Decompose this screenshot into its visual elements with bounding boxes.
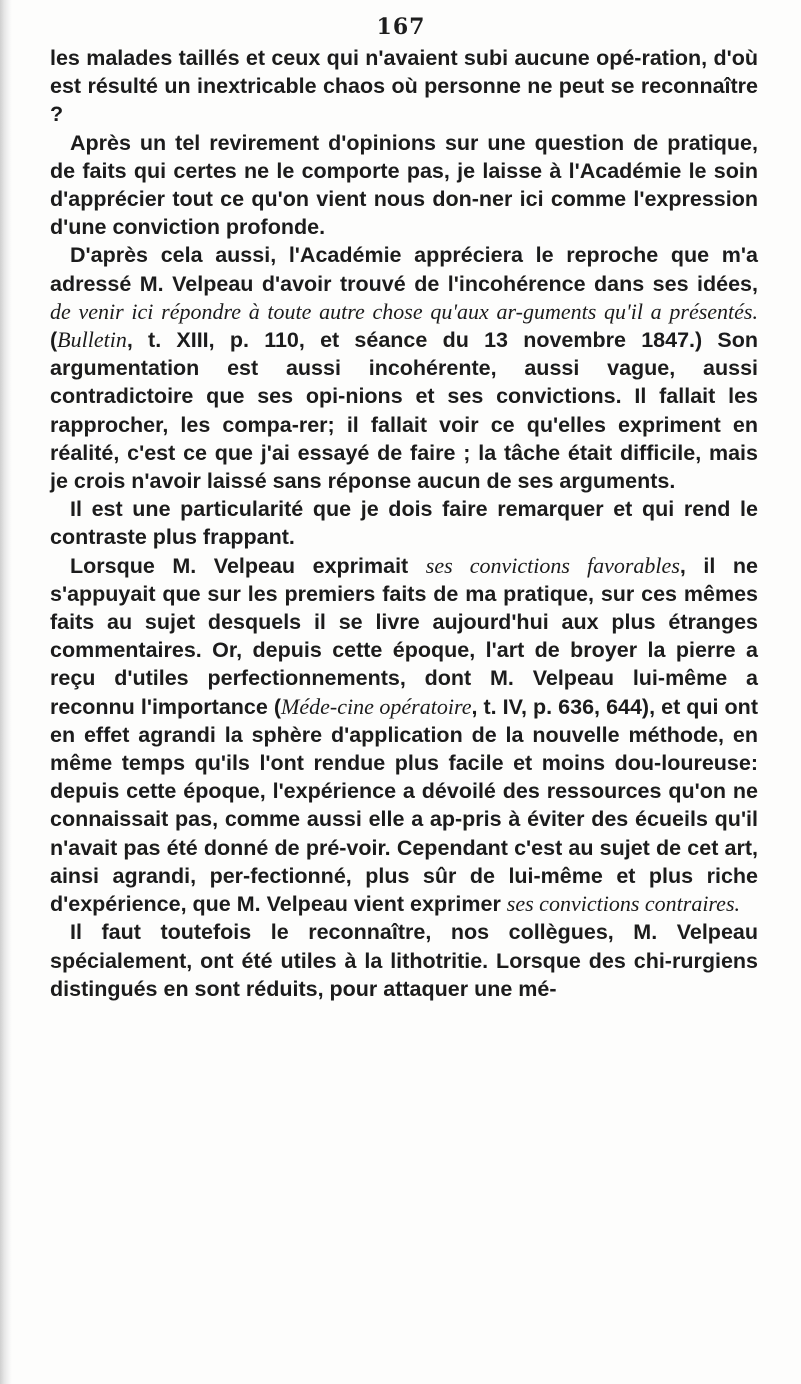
italic-text-segment: ses convictions favorables — [425, 552, 680, 578]
italic-text-segment: Bulletin — [57, 327, 127, 353]
italic-text-segment: ses convictions contraires. — [506, 891, 740, 917]
text-segment: Il est une particularité que je dois faire remarquer et qui rend le contraste plus frappant. — [50, 497, 758, 550]
text-segment: Lorsque M. Velpeau exprimait — [70, 553, 426, 578]
paragraph — [50, 129, 758, 242]
text-segment: Il faut toutefois le reconnaître, nos collègues, M. Velpeau spécialement, ont été utiles à la lithotritie. Lorsque des chi-rurgiens distingués en sont réduits, pour attaquer une mé- — [50, 920, 758, 1001]
text-segment: , il ne s'appuyait que sur les premiers faits de ma pratique, sur ces mêmes faits au sujet desquels il se livre aujourd'hui aux plus étranges commentaires. Or, depuis cette époque, l'art de broyer la pierre a reçu d'utiles perfectionnements, dont M. Velpeau lui-même a reconnu l'importance ( — [50, 553, 758, 719]
text-segment: Après un tel revirement d'opinions sur une question de pratique, de faits qui certes ne le comporte pas, je laisse à l'Académie le soin d'apprécier tout ce qu'on vient nous don-ner ici comme l'expression d'une conviction profonde. — [50, 130, 758, 240]
text-segment: ( — [50, 328, 58, 353]
paragraph — [50, 552, 758, 919]
paragraph — [50, 241, 758, 495]
text-segment: D'après cela aussi, l'Académie appréciera le reproche que m'a adressé M. Velpeau d'avoir trouvé de l'incohérence dans ses idées, — [50, 243, 758, 296]
text-segment: , t. XIII, p. 110, et séance du 13 novembre 1847.) Son argumentation est aussi incohérente, aussi vague, aussi contradictoire que ses opi-nions et ses convictions. Il fallait les rapprocher, les compa-rer; il fallait voir ce qu'elles expriment en réalité, c'est ce que j'ai essayé de faire ; la tâche était difficile, mais je crois n'avoir laissé sans réponse aucun de ses arguments. — [50, 328, 758, 494]
page-number: 167 — [376, 14, 426, 40]
paragraph — [50, 495, 758, 551]
paragraph — [50, 918, 758, 1003]
text-segment: , t. IV, p. 636, 644), et qui ont en effet agrandi la sphère d'application de la nouvelle méthode, en même temps qu'ils l'ont rendue plus facile et moins dou-loureuse: depuis cette époque, l'expérience a dévoilé des ressources qu'on ne connaissait pas, comme aussi elle a ap-pris à éviter des écueils qu'il n'avait pas été donné de pré-voir. Cependant c'est au sujet de cet art, ainsi agrandi, per-fectionné, plus sûr de lui-même et plus riche d'expérience, que M. Velpeau vient exprimer — [50, 694, 758, 917]
body-text — [50, 44, 758, 1003]
page-binding-edge — [0, 0, 12, 1384]
paragraph — [50, 44, 758, 129]
italic-text-segment: Méde-cine opératoire — [281, 693, 472, 719]
italic-text-segment: de venir ici répondre à toute autre chose qu'aux ar-guments qu'il a présentés. — [50, 298, 758, 324]
text-segment: les malades taillés et ceux qui n'avaient subi aucune opé-ration, d'où est résulté un inextricable chaos où personne ne peut se reconnaître ? — [50, 46, 758, 127]
